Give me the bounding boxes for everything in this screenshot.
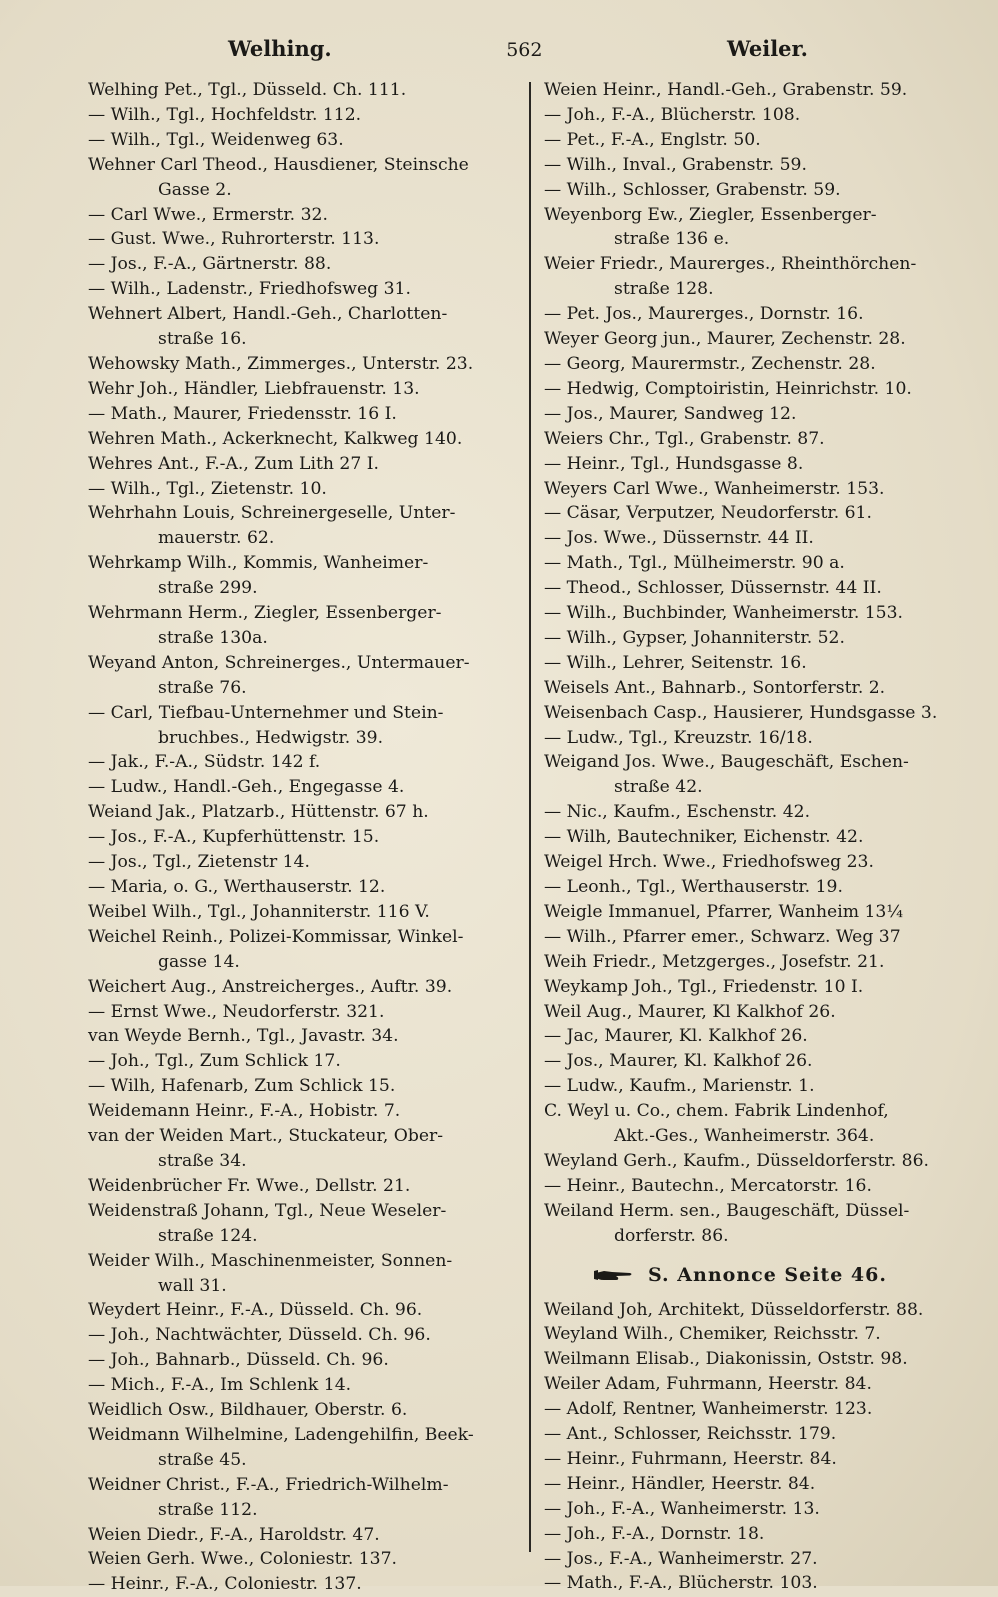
directory-entry: — Gust. Wwe., Ruhrorterstr. 113. [88,229,380,250]
directory-entry: Wehres Ant., F.-A., Zum Lith 27 I. [88,453,379,474]
directory-entry: C. Weyl u. Co., chem. Fabrik Lindenhof, [544,1101,889,1122]
directory-entry: Weidner Christ., F.-A., Friedrich-Wilhelm- [88,1474,449,1495]
directory-entry: — Math., Tgl., Mülheimerstr. 90 a. [544,553,845,574]
directory-entry: Weien Heinr., Handl.-Geh., Grabenstr. 59. [544,80,908,100]
directory-entry: — Mich., F.-A., Im Schlenk 14. [88,1375,352,1396]
directory-entry: — Pet. Jos., Maurerges., Dornstr. 16. [544,304,864,325]
directory-entry: Weydert Heinr., F.-A., Düsseld. Ch. 96. [88,1300,423,1321]
directory-entry: — Jos., Tgl., Zietenstr 14. [88,852,310,873]
directory-entry: — Pet., F.-A., Englstr. 50. [544,129,761,150]
directory-entry: — Wilh., Ladenstr., Friedhofsweg 31. [88,279,411,300]
directory-entry: — Cäsar, Verputzer, Neudorferstr. 61. [544,503,872,524]
directory-entry: Weih Friedr., Metzgerges., Josefstr. 21. [544,951,885,972]
directory-entry: — Joh., Tgl., Zum Schlick 17. [88,1051,341,1072]
directory-entry: — Ernst Wwe., Neudorferstr. 321. [88,1001,385,1022]
directory-entry-continuation: straße 112. [158,1499,258,1520]
directory-entry-continuation: straße 34. [158,1150,247,1171]
directory-entry: Weidenstraß Johann, Tgl., Neue Weseler- [88,1200,447,1221]
directory-entry: — Heinr., Fuhrmann, Heerstr. 84. [544,1448,837,1469]
directory-entry: Wehnert Albert, Handl.-Geh., Charlotten- [88,304,448,325]
directory-entry: — Carl, Tiefbau-Unternehmer und Stein- [88,702,444,723]
directory-entry: — Wilh., Buchbinder, Wanheimerstr. 153. [544,603,904,624]
directory-entry-continuation: straße 16. [158,329,247,350]
directory-entry: — Joh., Bahnarb., Düsseld. Ch. 96. [88,1350,389,1371]
directory-entry: Wehrkamp Wilh., Kommis, Wanheimer- [88,553,429,574]
directory-entry-continuation: Gasse 2. [158,179,232,200]
directory-entry: Weidemann Heinr., F.-A., Hobistr. 7. [88,1101,401,1122]
directory-entry: Weigel Hrch. Wwe., Friedhofsweg 23. [544,852,874,873]
directory-entry: Weyers Carl Wwe., Wanheimerstr. 153. [544,478,885,499]
directory-entry-continuation: wall 31. [158,1275,227,1296]
directory-entry: Weil Aug., Maurer, Kl Kalkhof 26. [544,1001,836,1022]
directory-entry: — Maria, o. G., Werthauserstr. 12. [88,877,386,897]
directory-entry: — Heinr., Tgl., Hundsgasse 8. [544,453,804,474]
directory-entry: Weiler Adam, Fuhrmann, Heerstr. 84. [544,1374,872,1395]
directory-entry: Weykamp Joh., Tgl., Friedenstr. 10 I. [544,976,864,997]
directory-entry: — Wilh., Lehrer, Seitenstr. 16. [544,652,807,673]
directory-entry: Weiand Jak., Platzarb., Hüttenstr. 67 h. [88,802,429,823]
directory-entry: Weidenbrücher Fr. Wwe., Dellstr. 21. [88,1175,411,1196]
directory-entry-continuation: straße 136 e. [614,229,730,250]
directory-entry: Weibel Wilh., Tgl., Johanniterstr. 116 V. [88,901,430,922]
pointing-hand-icon [594,1267,634,1283]
directory-entry: — Jos. Wwe., Düssernstr. 44 II. [544,528,814,549]
directory-entry-continuation: straße 42. [614,777,703,798]
directory-entry: Weyland Gerh., Kaufm., Düsseldorferstr. 86. [544,1150,929,1171]
directory-entry: Weigle Immanuel, Pfarrer, Wanheim 13¼ [544,901,903,922]
columns [88,78,978,1597]
directory-entry: Weichert Aug., Anstreicherges., Auftr. 39. [88,976,453,997]
directory-entry: — Jos., F.-A., Wanheimerstr. 27. [544,1548,818,1569]
directory-entry: Weidmann Wilhelmine, Ladengehilfin, Beek- [88,1424,474,1445]
directory-entry: — Hedwig, Comptoiristin, Heinrichstr. 10. [544,378,912,399]
directory-entry: — Georg, Maurermstr., Zechenstr. 28. [544,353,876,374]
directory-entry: — Ludw., Tgl., Kreuzstr. 16/18. [544,727,813,748]
directory-entry: Welhing Pet., Tgl., Düsseld. Ch. 111. [88,80,407,100]
directory-entry: Weien Gerh. Wwe., Coloniestr. 137. [88,1549,398,1570]
directory-entry-continuation: straße 45. [158,1449,247,1470]
right-column-bottom [544,1298,974,1597]
directory-entry-continuation: dorferstr. 86. [614,1225,729,1246]
directory-entry: — Jos., F.-A., Gärtnerstr. 88. [88,254,332,275]
directory-entry: — Ant., Schlosser, Reichsstr. 179. [544,1424,837,1445]
directory-entry: — Math., F.-A., Blücherstr. 103. [544,1573,818,1594]
directory-entry: — Joh., F.-A., Blücherstr. 108. [544,104,801,125]
directory-entry: van der Weiden Mart., Stuckateur, Ober- [88,1126,444,1147]
directory-entry-continuation: Akt.-Ges., Wanheimerstr. 364. [614,1126,875,1147]
right-column [544,78,974,1597]
directory-entry-continuation: mauerstr. 62. [158,528,275,549]
directory-entry: Weyenborg Ew., Ziegler, Essenberger- [544,204,877,225]
directory-entry: — Heinr., F.-A., Coloniestr. 137. [88,1574,362,1595]
directory-entry: — Heinr., Bautechn., Mercatorstr. 16. [544,1175,872,1196]
directory-entry: Weigand Jos. Wwe., Baugeschäft, Eschen- [544,752,909,773]
directory-entry: Weyland Wilh., Chemiker, Reichsstr. 7. [544,1324,881,1345]
directory-entry: — Joh., Nachtwächter, Düsseld. Ch. 96. [88,1325,431,1346]
directory-entry: Weyer Georg jun., Maurer, Zechenstr. 28. [544,329,906,350]
directory-entry: — Wilh., Schlosser, Grabenstr. 59. [544,179,841,200]
annonce-reference [594,1263,974,1288]
directory-entry: Wehner Carl Theod., Hausdiener, Steinsche [88,154,469,175]
directory-entry: Weier Friedr., Maurerges., Rheinthörchen- [544,254,917,275]
directory-entry: Weiers Chr., Tgl., Grabenstr. 87. [544,428,825,449]
directory-entry: — Wilh., Tgl., Hochfeldstr. 112. [88,104,362,125]
directory-entry: — Wilh., Tgl., Weidenweg 63. [88,129,344,150]
directory-entry: Weidlich Osw., Bildhauer, Oberstr. 6. [88,1400,408,1421]
page-header [88,36,978,78]
directory-entry-continuation: gasse 14. [158,951,240,972]
directory-entry: — Jos., F.-A., Kupferhüttenstr. 15. [88,827,380,848]
page-number: 562 [506,39,543,61]
directory-entry: — Jak., F.-A., Südstr. 142 f. [88,752,321,773]
directory-entry: — Ludw., Handl.-Geh., Engegasse 4. [88,777,405,798]
directory-entry-continuation: straße 128. [614,279,714,300]
directory-entry: — Joh., F.-A., Wanheimerstr. 13. [544,1498,820,1519]
directory-entry: Weider Wilh., Maschinenmeister, Sonnen- [88,1250,453,1271]
directory-entry: Weiland Herm. sen., Baugeschäft, Düssel- [544,1200,910,1221]
directory-entry: van Weyde Bernh., Tgl., Javastr. 34. [88,1026,399,1047]
directory-entry-continuation: straße 76. [158,677,247,698]
directory-entry-continuation: straße 130a. [158,627,268,648]
directory-entry: — Jos., Maurer, Kl. Kalkhof 26. [544,1051,813,1072]
directory-entry: — Wilh., Tgl., Zietenstr. 10. [88,478,327,499]
directory-entry: Weien Diedr., F.-A., Haroldstr. 47. [88,1524,380,1545]
directory-entry: Wehowsky Math., Zimmerges., Unterstr. 23. [88,353,474,374]
directory-entry: — Joh., F.-A., Dornstr. 18. [544,1523,765,1544]
directory-entry-continuation: bruchbes., Hedwigstr. 39. [158,727,384,748]
directory-entry: Wehren Math., Ackerknecht, Kalkweg 140. [88,428,463,449]
directory-entry: Wehrhahn Louis, Schreinergeselle, Unter- [88,503,456,524]
directory-entry: Weyand Anton, Schreinerges., Untermauer- [88,652,470,673]
directory-entry: — Wilh., Inval., Grabenstr. 59. [544,154,807,175]
directory-entry: — Ludw., Kaufm., Marienstr. 1. [544,1076,815,1097]
directory-entry: — Jac, Maurer, Kl. Kalkhof 26. [544,1026,808,1047]
directory-entry: Weiland Joh, Architekt, Düsseldorferstr. 88. [544,1299,924,1320]
directory-entry: — Math., Maurer, Friedensstr. 16 I. [88,403,397,424]
header-right-keyword: Weiler. [726,36,808,61]
directory-entry: Wehr Joh., Händler, Liebfrauenstr. 13. [88,378,420,399]
directory-entry: — Wilh, Bautechniker, Eichenstr. 42. [544,827,864,848]
directory-entry-continuation: straße 299. [158,578,258,599]
directory-entry: Wehrmann Herm., Ziegler, Essenberger- [88,603,442,624]
directory-entry: — Theod., Schlosser, Düssernstr. 44 II. [544,578,882,599]
directory-entry: — Wilh., Gypser, Johanniterstr. 52. [544,627,845,648]
header-left-keyword: Welhing. [228,36,332,61]
directory-entry: Weisenbach Casp., Hausierer, Hundsgasse 3. [544,702,938,723]
directory-entry: — Wilh., Pfarrer emer., Schwarz. Weg 37 [544,926,901,947]
directory-entry: — Adolf, Rentner, Wanheimerstr. 123. [544,1399,873,1420]
directory-entry: Weichel Reinh., Polizei-Kommissar, Winkel- [88,926,464,947]
directory-entry: Weisels Ant., Bahnarb., Sontorferstr. 2. [544,677,886,698]
directory-entry: — Heinr., Händler, Heerstr. 84. [544,1473,816,1494]
directory-entry: — Wilh, Hafenarb, Zum Schlick 15. [88,1076,396,1097]
directory-entry-continuation: straße 124. [158,1225,258,1246]
directory-entry: Weilmann Elisab., Diakonissin, Oststr. 98. [544,1349,908,1370]
left-column [88,78,520,1597]
directory-entry: — Jos., Maurer, Sandweg 12. [544,403,797,424]
directory-entry: — Nic., Kaufm., Eschenstr. 42. [544,802,811,823]
column-divider [529,82,531,1552]
annonce-text: S. Annonce Seite 46. [648,1263,887,1286]
right-column-top [544,78,974,1249]
directory-entry: — Carl Wwe., Ermerstr. 32. [88,204,328,225]
directory-entry: — Leonh., Tgl., Werthauserstr. 19. [544,877,843,897]
